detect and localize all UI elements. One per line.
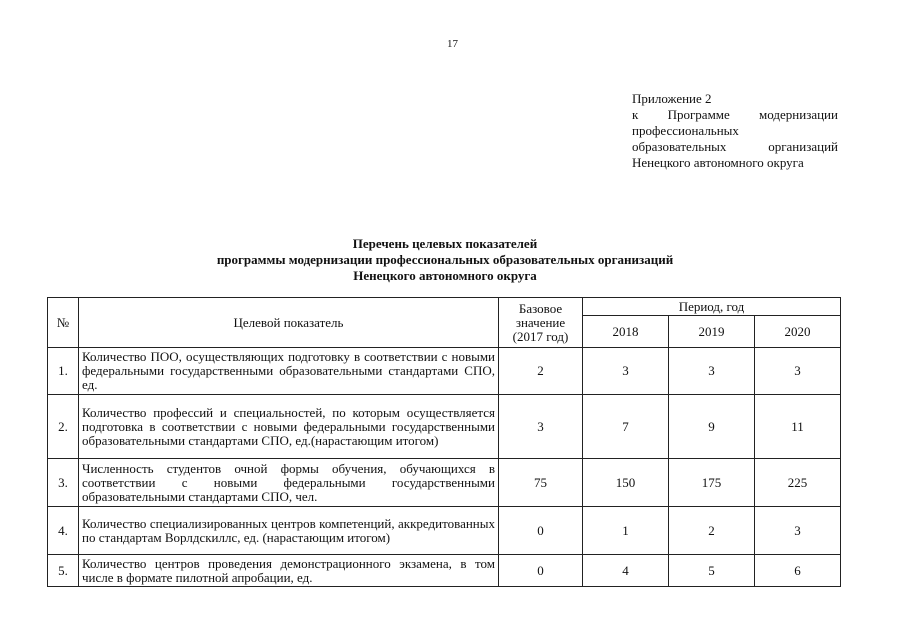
- header-num: №: [48, 298, 79, 348]
- row-value-2018: 3: [583, 348, 669, 395]
- appendix-line-4: [632, 139, 838, 155]
- row-indicator: Количество профессий и специальностей, по которым осуществляется подготовка в соответствии с новыми федеральными государственными образовательными стандартами СПО, ед.(нарастающим итогом): [79, 395, 499, 459]
- page-number: 17: [447, 38, 458, 50]
- row-indicator: Количество центров проведения демонстрационного экзамена, в том числе в формате пилотной апробации, ед.: [79, 555, 499, 587]
- row-number: 1.: [48, 348, 79, 395]
- table-row: [48, 395, 841, 459]
- appendix-header: [632, 91, 838, 171]
- row-value-2020: 3: [755, 348, 841, 395]
- row-value-2018: 1: [583, 507, 669, 555]
- row-indicator: Численность студентов очной формы обучения, обучающихся в соответствии с новыми федеральными государственными образовательными стандартами СПО, чел.: [79, 459, 499, 507]
- row-base-value: 75: [499, 459, 583, 507]
- appendix-line-2: [632, 107, 838, 123]
- row-value-2019: 3: [669, 348, 755, 395]
- row-value-2019: 2: [669, 507, 755, 555]
- row-value-2019: 175: [669, 459, 755, 507]
- header-year: 2020: [755, 316, 841, 348]
- row-value-2020: 225: [755, 459, 841, 507]
- row-value-2019: 9: [669, 395, 755, 459]
- row-number: 5.: [48, 555, 79, 587]
- appendix-word: Программе: [667, 107, 730, 122]
- row-value-2020: 6: [755, 555, 841, 587]
- row-indicator: Количество ПОО, осуществляющих подготовку в соответствии с новыми федеральными государственными образовательными стандартами СПО, ед.: [79, 348, 499, 395]
- appendix-word: образовательных: [632, 139, 727, 154]
- header-base: Базовое значение (2017 год): [499, 298, 583, 348]
- table-row: [48, 555, 841, 587]
- row-value-2018: 7: [583, 395, 669, 459]
- row-value-2018: 150: [583, 459, 669, 507]
- header-period: Период, год: [583, 298, 841, 316]
- table-row: [48, 348, 841, 395]
- row-value-2019: 5: [669, 555, 755, 587]
- appendix-word: модернизации: [759, 107, 838, 122]
- title-line-2: программы модернизации профессиональных образовательных организаций: [216, 252, 674, 267]
- header-indicator: Целевой показатель: [79, 298, 499, 348]
- row-number: 4.: [48, 507, 79, 555]
- row-indicator: Количество специализированных центров компетенций, аккредитованных по стандартам Ворлдскиллс, ед. (нарастающим итогом): [79, 507, 499, 555]
- row-base-value: 3: [499, 395, 583, 459]
- header-year: 2019: [669, 316, 755, 348]
- table-row: [48, 459, 841, 507]
- appendix-line-5: Ненецкого автономного округа: [632, 155, 804, 170]
- table-row: [48, 507, 841, 555]
- document-title: [0, 236, 890, 284]
- row-base-value: 0: [499, 555, 583, 587]
- title-line-1: Перечень целевых показателей: [352, 236, 538, 251]
- row-base-value: 0: [499, 507, 583, 555]
- row-base-value: 2: [499, 348, 583, 395]
- header-year: 2018: [583, 316, 669, 348]
- appendix-line-1: Приложение 2: [632, 91, 712, 106]
- appendix-line-3: профессиональных: [632, 123, 739, 138]
- row-value-2020: 3: [755, 507, 841, 555]
- appendix-word: организаций: [768, 139, 838, 154]
- row-number: 2.: [48, 395, 79, 459]
- row-value-2018: 4: [583, 555, 669, 587]
- row-number: 3.: [48, 459, 79, 507]
- appendix-word: к: [632, 107, 639, 122]
- row-value-2020: 11: [755, 395, 841, 459]
- targets-table: [47, 297, 841, 587]
- title-line-3: Ненецкого автономного округа: [353, 268, 537, 283]
